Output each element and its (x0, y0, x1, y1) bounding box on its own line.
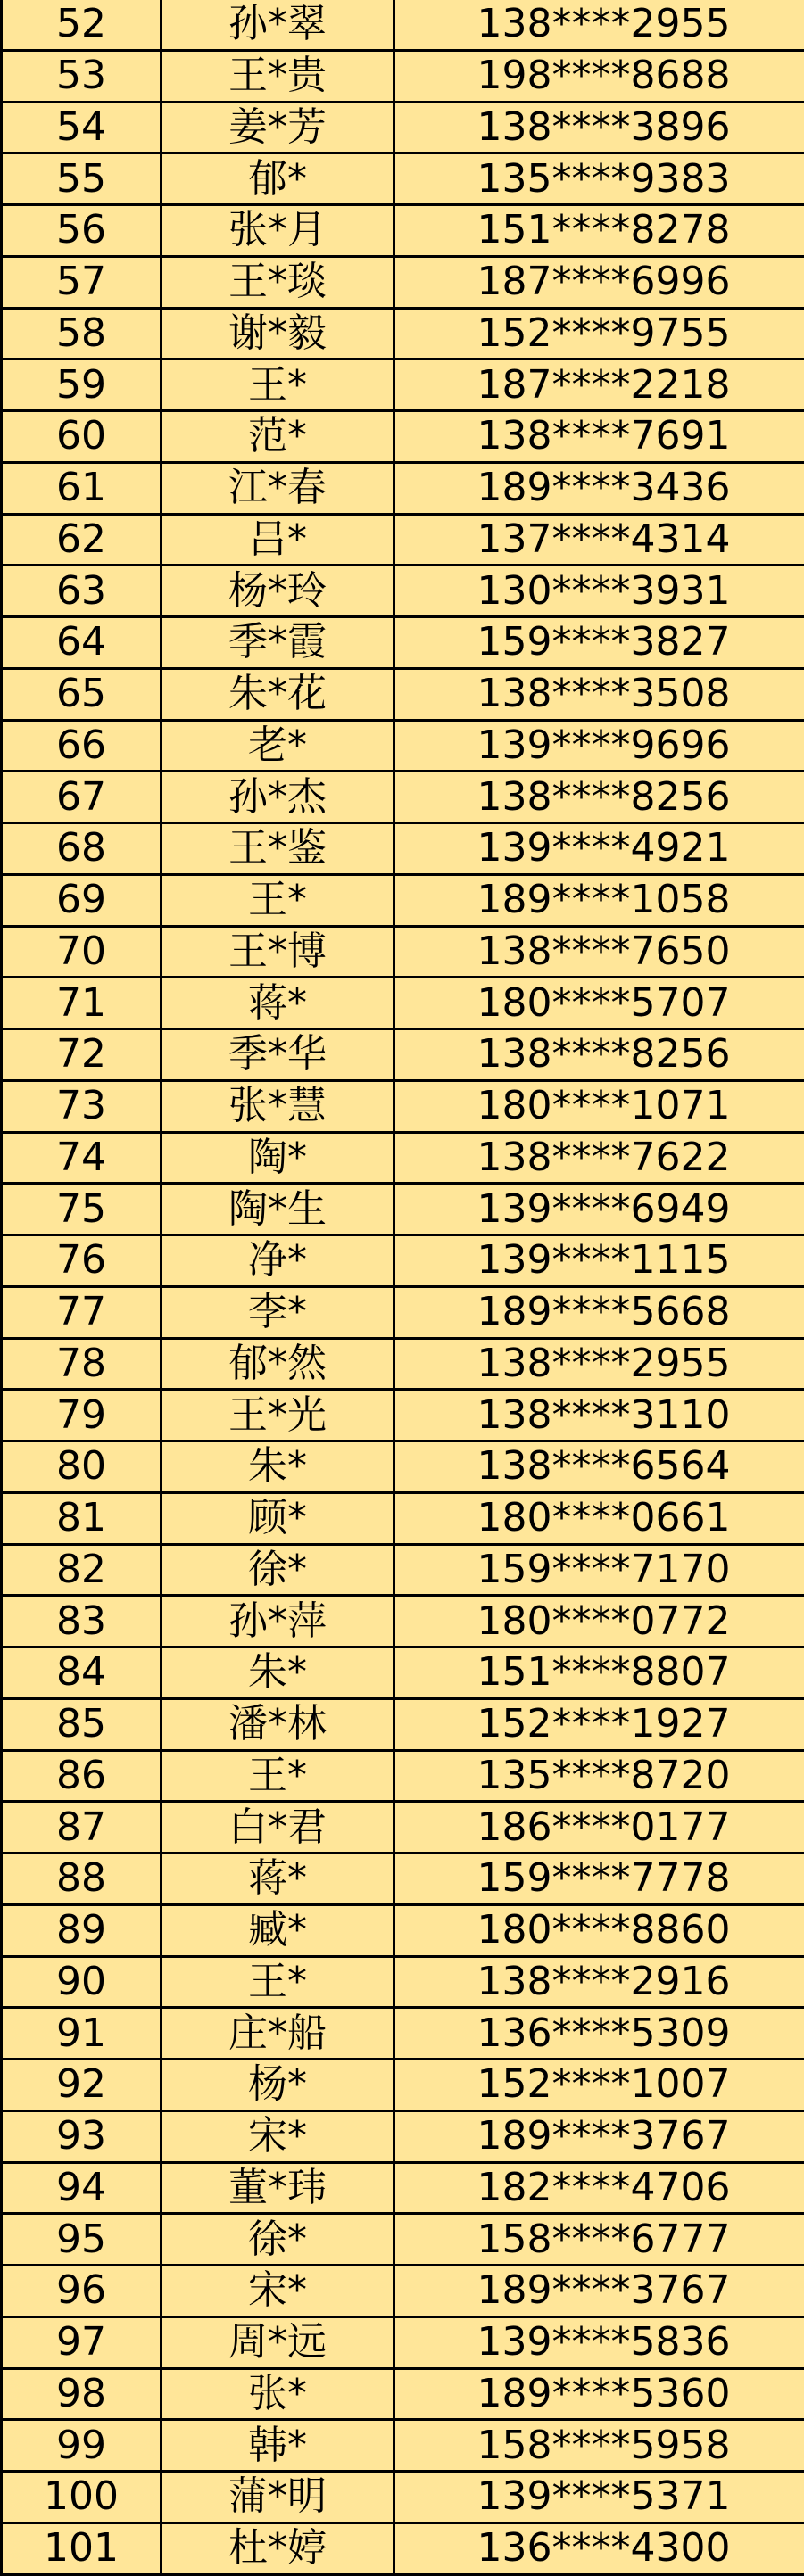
phone-cell: 139****1115 (394, 1235, 804, 1287)
phone-cell: 138****7650 (394, 926, 804, 978)
row-index-cell: 77 (2, 1286, 162, 1338)
table-row (2, 1235, 804, 1287)
phone-cell: 189****3436 (394, 462, 804, 514)
row-index-cell: 97 (2, 2316, 162, 2368)
phone-cell: 180****0772 (394, 1596, 804, 1647)
phone-cell: 138****3110 (394, 1390, 804, 1441)
table-row (2, 1596, 804, 1647)
table-row (2, 1286, 804, 1338)
phone-cell: 180****5707 (394, 978, 804, 1029)
phone-cell: 137****4314 (394, 514, 804, 566)
name-cell: 王* (162, 359, 394, 411)
table-row (2, 1184, 804, 1235)
table-row (2, 1080, 804, 1132)
row-index-cell: 101 (2, 2522, 162, 2574)
row-index-cell: 72 (2, 1029, 162, 1081)
row-index-cell: 100 (2, 2472, 162, 2523)
row-index-cell: 76 (2, 1235, 162, 1287)
name-cell: 姜*芳 (162, 102, 394, 153)
phone-cell: 158****5958 (394, 2420, 804, 2472)
name-cell: 王*博 (162, 926, 394, 978)
phone-cell: 135****9383 (394, 153, 804, 205)
phone-cell: 159****7778 (394, 1854, 804, 1905)
name-cell: 徐* (162, 1544, 394, 1596)
row-index-cell: 96 (2, 2266, 162, 2317)
row-index-cell: 53 (2, 50, 162, 102)
name-cell: 宋* (162, 2110, 394, 2162)
name-cell: 杨*玲 (162, 566, 394, 617)
table-row (2, 1956, 804, 2008)
phone-cell: 139****5371 (394, 2472, 804, 2523)
table-row (2, 2368, 804, 2420)
phone-cell: 189****3767 (394, 2266, 804, 2317)
row-index-cell: 84 (2, 1647, 162, 1699)
phone-cell: 159****3827 (394, 617, 804, 669)
name-cell: 白*君 (162, 1802, 394, 1854)
name-cell: 庄*船 (162, 2008, 394, 2060)
table-row (2, 978, 804, 1029)
row-index-cell: 58 (2, 308, 162, 359)
phone-cell: 138****2916 (394, 1956, 804, 2008)
name-cell: 蒋* (162, 978, 394, 1029)
phone-cell: 138****2955 (394, 1338, 804, 1390)
row-index-cell: 74 (2, 1132, 162, 1184)
row-index-cell: 69 (2, 874, 162, 926)
row-index-cell: 57 (2, 256, 162, 308)
name-cell: 王* (162, 1956, 394, 2008)
phone-cell: 138****2955 (394, 0, 804, 50)
table-row (2, 2420, 804, 2472)
name-cell: 张*慧 (162, 1080, 394, 1132)
name-cell: 江*春 (162, 462, 394, 514)
table-row (2, 50, 804, 102)
name-cell: 王* (162, 874, 394, 926)
table-row (2, 308, 804, 359)
row-index-cell: 64 (2, 617, 162, 669)
table-row (2, 1802, 804, 1854)
phone-cell: 180****8860 (394, 1904, 804, 1956)
name-cell: 老* (162, 720, 394, 772)
table-row (2, 1132, 804, 1184)
row-index-cell: 93 (2, 2110, 162, 2162)
row-index-cell: 66 (2, 720, 162, 772)
name-cell: 孙*翠 (162, 0, 394, 50)
phone-cell: 136****5309 (394, 2008, 804, 2060)
phone-cell: 130****3931 (394, 566, 804, 617)
phone-cell: 152****1007 (394, 2060, 804, 2111)
name-cell: 顾* (162, 1492, 394, 1544)
phone-cell: 151****8278 (394, 205, 804, 257)
table-row (2, 566, 804, 617)
table-body (2, 0, 804, 2574)
name-cell: 韩* (162, 2420, 394, 2472)
name-cell: 杜*婷 (162, 2522, 394, 2574)
phone-cell: 180****0661 (394, 1492, 804, 1544)
phone-cell: 186****0177 (394, 1802, 804, 1854)
name-cell: 蒲*明 (162, 2472, 394, 2523)
row-index-cell: 55 (2, 153, 162, 205)
row-index-cell: 83 (2, 1596, 162, 1647)
row-index-cell: 87 (2, 1802, 162, 1854)
table-row (2, 926, 804, 978)
row-index-cell: 90 (2, 1956, 162, 2008)
phone-cell: 139****5836 (394, 2316, 804, 2368)
name-cell: 王* (162, 1750, 394, 1802)
name-cell: 孙*萍 (162, 1596, 394, 1647)
name-cell: 范* (162, 411, 394, 463)
phone-cell: 138****3508 (394, 668, 804, 720)
name-cell: 郁*然 (162, 1338, 394, 1390)
name-cell: 朱* (162, 1647, 394, 1699)
phone-cell: 187****6996 (394, 256, 804, 308)
phone-cell: 138****8256 (394, 772, 804, 823)
name-cell: 净* (162, 1235, 394, 1287)
name-cell: 蒋* (162, 1854, 394, 1905)
row-index-cell: 95 (2, 2214, 162, 2266)
name-cell: 季*霞 (162, 617, 394, 669)
name-cell: 孙*杰 (162, 772, 394, 823)
phone-cell: 189****5360 (394, 2368, 804, 2420)
name-cell: 王*琰 (162, 256, 394, 308)
row-index-cell: 99 (2, 2420, 162, 2472)
table-row (2, 2522, 804, 2574)
row-index-cell: 91 (2, 2008, 162, 2060)
name-cell: 杨* (162, 2060, 394, 2111)
name-cell: 张* (162, 2368, 394, 2420)
phone-cell: 139****4921 (394, 823, 804, 875)
name-cell: 董*玮 (162, 2162, 394, 2214)
phone-cell: 136****4300 (394, 2522, 804, 2574)
row-index-cell: 78 (2, 1338, 162, 1390)
row-index-cell: 70 (2, 926, 162, 978)
name-cell: 朱*花 (162, 668, 394, 720)
table-row (2, 1441, 804, 1493)
table-row (2, 1544, 804, 1596)
table-row (2, 411, 804, 463)
table-row (2, 2162, 804, 2214)
name-cell: 谢*毅 (162, 308, 394, 359)
row-index-cell: 65 (2, 668, 162, 720)
table-row (2, 617, 804, 669)
table-row (2, 1492, 804, 1544)
row-index-cell: 79 (2, 1390, 162, 1441)
row-index-cell: 68 (2, 823, 162, 875)
name-cell: 王*鉴 (162, 823, 394, 875)
table-row (2, 1904, 804, 1956)
phone-cell: 187****2218 (394, 359, 804, 411)
row-index-cell: 81 (2, 1492, 162, 1544)
table-row (2, 874, 804, 926)
phone-cell: 198****8688 (394, 50, 804, 102)
table-row (2, 1854, 804, 1905)
phone-cell: 189****1058 (394, 874, 804, 926)
row-index-cell: 59 (2, 359, 162, 411)
table-row (2, 1390, 804, 1441)
table-row (2, 1750, 804, 1802)
phone-cell: 138****6564 (394, 1441, 804, 1493)
row-index-cell: 67 (2, 772, 162, 823)
phone-cell: 159****7170 (394, 1544, 804, 1596)
table-row (2, 256, 804, 308)
row-index-cell: 60 (2, 411, 162, 463)
table-row (2, 2060, 804, 2111)
row-index-cell: 54 (2, 102, 162, 153)
table-row (2, 1698, 804, 1750)
table-row (2, 772, 804, 823)
name-cell: 朱* (162, 1441, 394, 1493)
phone-cell: 189****3767 (394, 2110, 804, 2162)
table-row (2, 2266, 804, 2317)
phone-cell: 189****5668 (394, 1286, 804, 1338)
name-cell: 潘*林 (162, 1698, 394, 1750)
table-row (2, 823, 804, 875)
table-row (2, 2214, 804, 2266)
name-cell: 郁* (162, 153, 394, 205)
table-row (2, 102, 804, 153)
name-cell: 季*华 (162, 1029, 394, 1081)
name-cell: 王*光 (162, 1390, 394, 1441)
name-cell: 吕* (162, 514, 394, 566)
row-index-cell: 61 (2, 462, 162, 514)
row-index-cell: 73 (2, 1080, 162, 1132)
row-index-cell: 56 (2, 205, 162, 257)
table-row (2, 462, 804, 514)
phone-cell: 180****1071 (394, 1080, 804, 1132)
name-cell: 周*远 (162, 2316, 394, 2368)
name-cell: 陶*生 (162, 1184, 394, 1235)
row-index-cell: 88 (2, 1854, 162, 1905)
name-cell: 臧* (162, 1904, 394, 1956)
name-cell: 张*月 (162, 205, 394, 257)
table-row (2, 720, 804, 772)
row-index-cell: 75 (2, 1184, 162, 1235)
table-row (2, 2472, 804, 2523)
phone-cell: 182****4706 (394, 2162, 804, 2214)
table-row (2, 514, 804, 566)
row-index-cell: 71 (2, 978, 162, 1029)
phone-cell: 139****9696 (394, 720, 804, 772)
table-row (2, 1338, 804, 1390)
phone-cell: 135****8720 (394, 1750, 804, 1802)
phone-cell: 152****9755 (394, 308, 804, 359)
row-index-cell: 94 (2, 2162, 162, 2214)
table-row (2, 153, 804, 205)
row-index-cell: 82 (2, 1544, 162, 1596)
name-cell: 陶* (162, 1132, 394, 1184)
phone-cell: 138****7622 (394, 1132, 804, 1184)
row-index-cell: 62 (2, 514, 162, 566)
row-index-cell: 89 (2, 1904, 162, 1956)
name-cell: 王*贵 (162, 50, 394, 102)
table-row (2, 2316, 804, 2368)
row-index-cell: 52 (2, 0, 162, 50)
row-index-cell: 92 (2, 2060, 162, 2111)
table-row (2, 2008, 804, 2060)
table-row (2, 359, 804, 411)
phone-cell: 139****6949 (394, 1184, 804, 1235)
phone-cell: 138****7691 (394, 411, 804, 463)
table-row (2, 668, 804, 720)
table-row (2, 205, 804, 257)
phone-cell: 151****8807 (394, 1647, 804, 1699)
row-index-cell: 86 (2, 1750, 162, 1802)
table-row (2, 2110, 804, 2162)
phone-cell: 152****1927 (394, 1698, 804, 1750)
row-index-cell: 85 (2, 1698, 162, 1750)
name-cell: 宋* (162, 2266, 394, 2317)
name-cell: 李* (162, 1286, 394, 1338)
row-index-cell: 98 (2, 2368, 162, 2420)
row-index-cell: 63 (2, 566, 162, 617)
name-cell: 徐* (162, 2214, 394, 2266)
phone-cell: 138****3896 (394, 102, 804, 153)
phone-cell: 138****8256 (394, 1029, 804, 1081)
table-row (2, 1647, 804, 1699)
row-index-cell: 80 (2, 1441, 162, 1493)
phone-cell: 158****6777 (394, 2214, 804, 2266)
table-row (2, 0, 804, 50)
table-row (2, 1029, 804, 1081)
